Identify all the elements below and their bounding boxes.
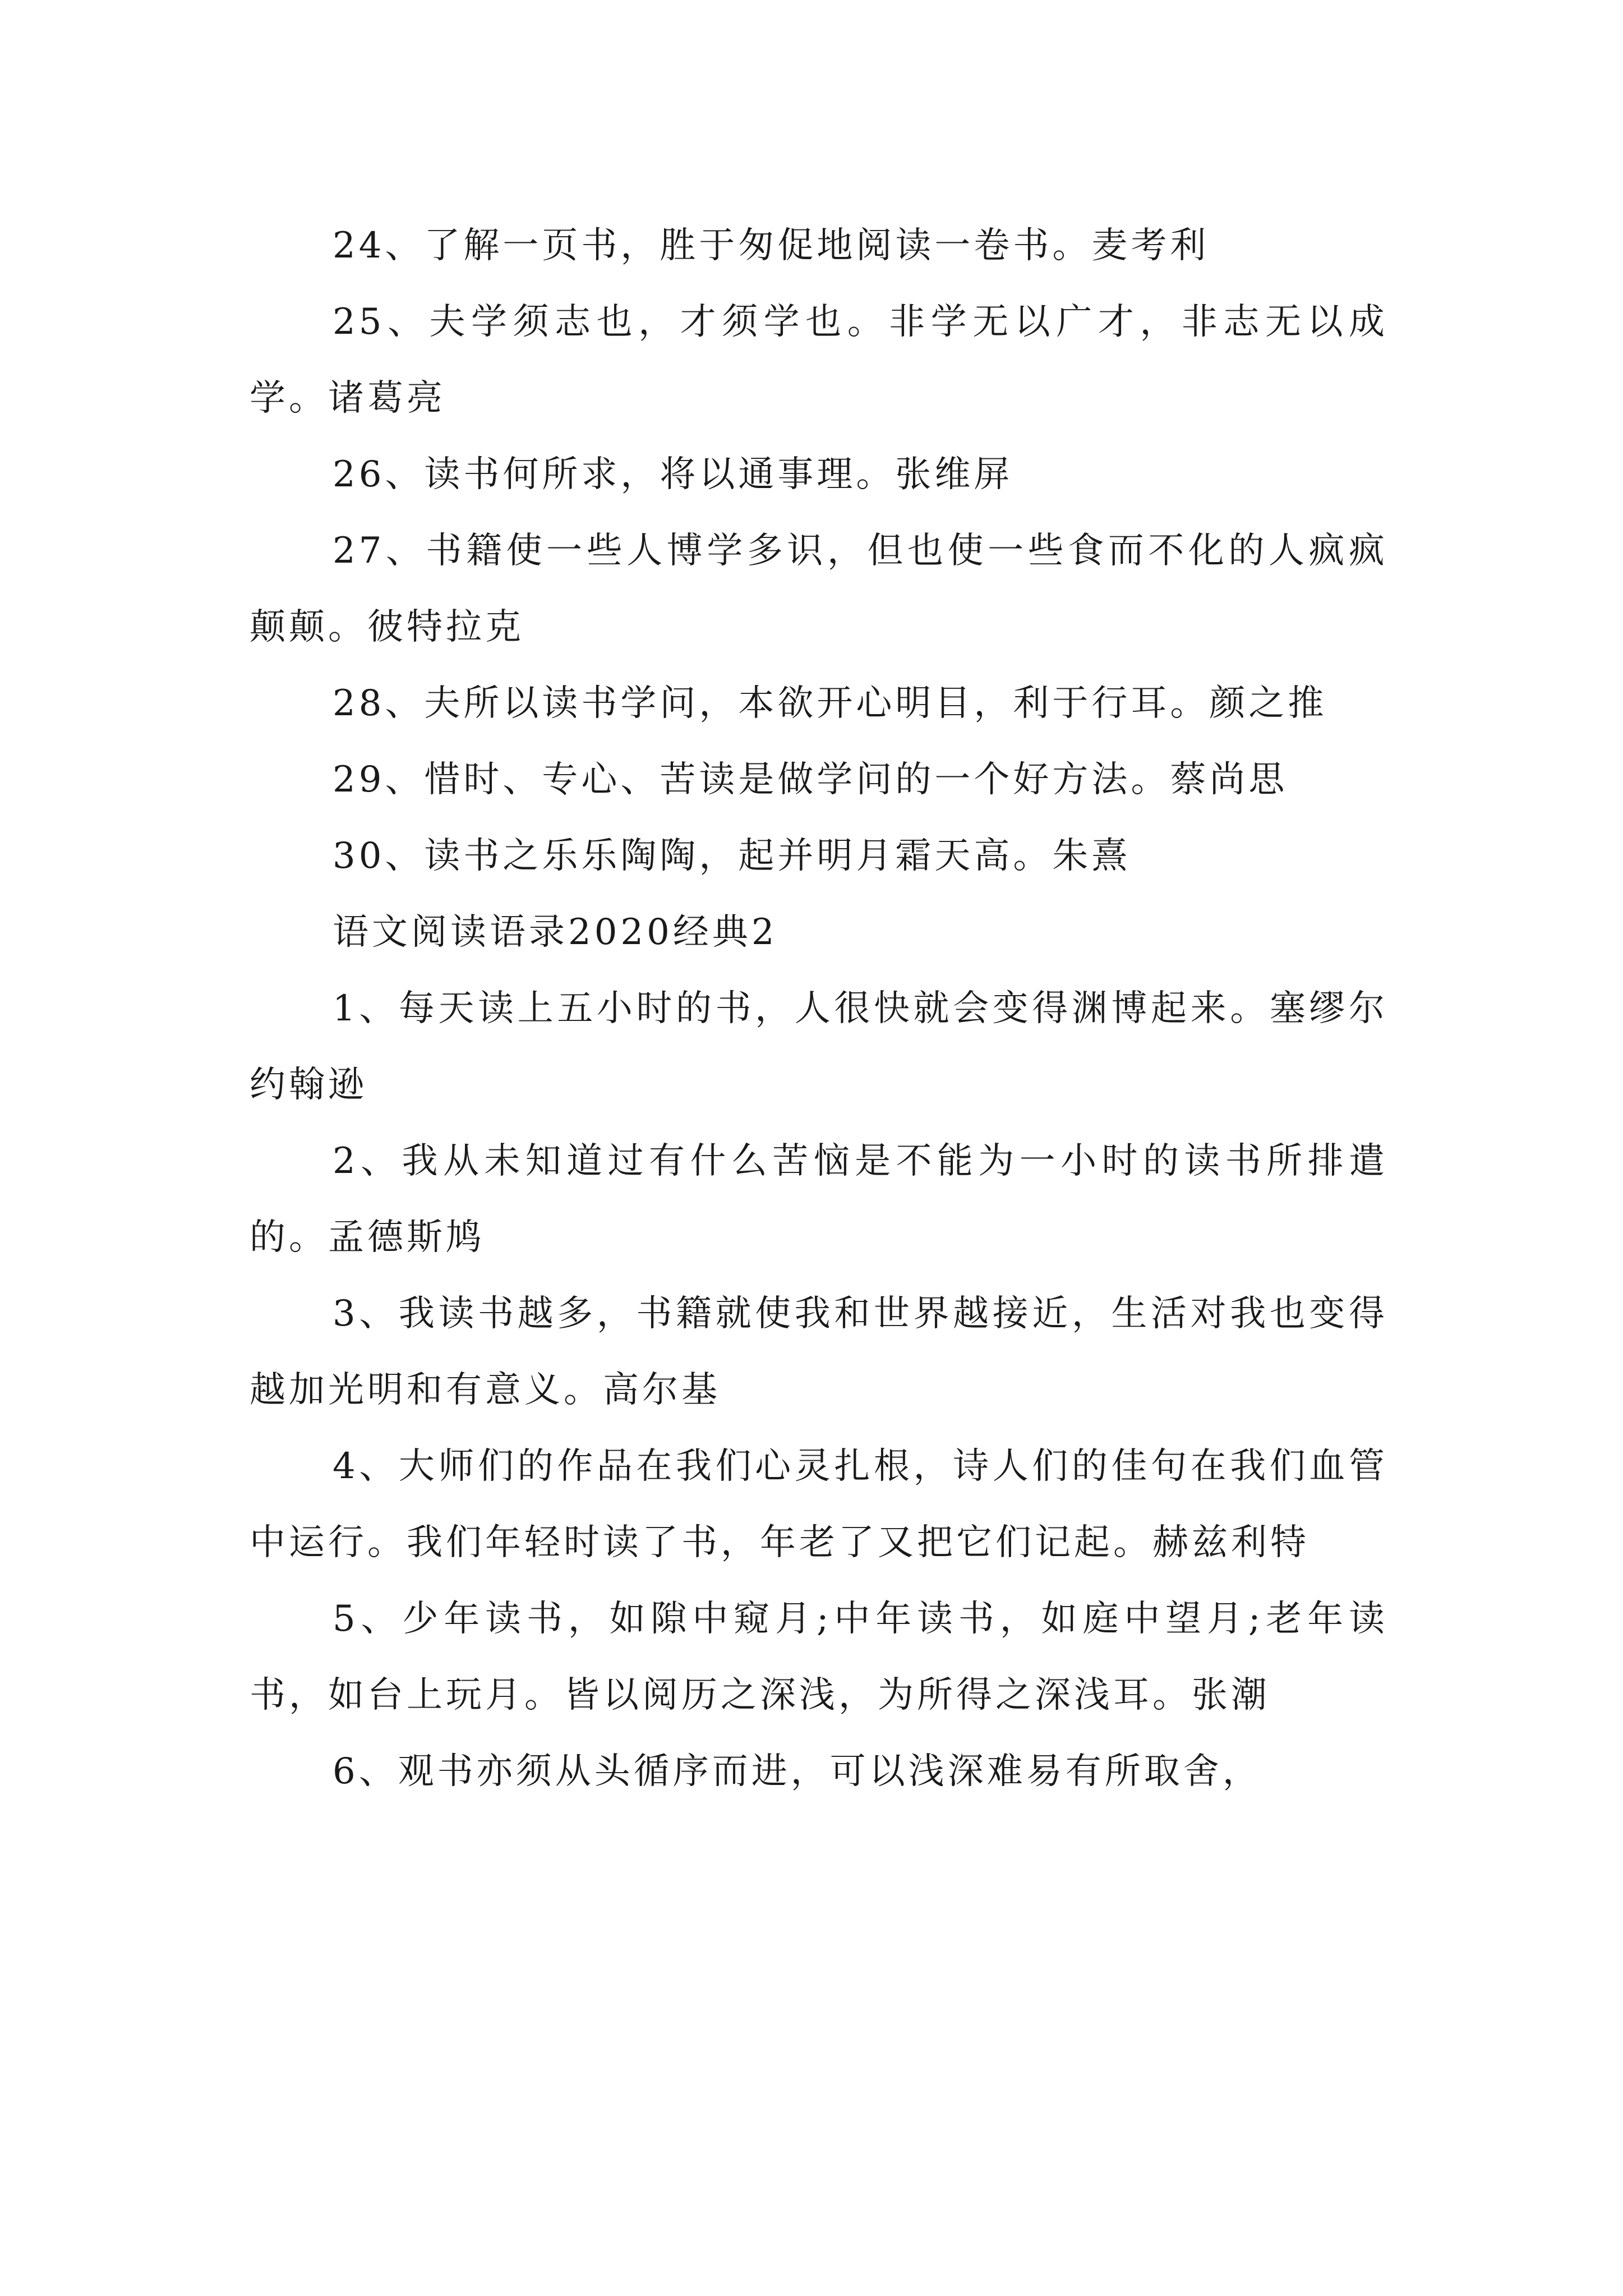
document-body [250,208,1388,1810]
quote-paragraph: 24、了解一页书，胜于匆促地阅读一卷书。麦考利 [333,225,1210,266]
quote-paragraph: 30、读书之乐乐陶陶，起并明月霜天高。朱熹 [333,835,1131,877]
quote-paragraph: 5、少年读书，如隙中窥月;中年读书，如庭中望月;老年读书，如台上玩月。皆以阅历之深浅，为所得之深浅耳。张潮 [250,1598,1388,1716]
quote-paragraph: 27、书籍使一些人博学多识，但也使一些食而不化的人疯疯颠颠。彼特拉克 [250,530,1388,648]
quote-paragraph: 26、读书何所求，将以通事理。张维屏 [333,454,1013,495]
quote-paragraph: 4、大师们的作品在我们心灵扎根，诗人们的佳句在我们血管中运行。我们年轻时读了书，年老了又把它们记起。赫兹利特 [250,1446,1388,1563]
quote-paragraph: 29、惜时、专心、苦读是做学问的一个好方法。蔡尚思 [333,759,1288,800]
section-heading: 语文阅读语录2020经典2 [333,912,778,953]
quote-paragraph: 25、夫学须志也，才须学也。非学无以广才，非志无以成学。诸葛亮 [250,301,1388,419]
quote-paragraph: 6、观书亦须从头循序而进，可以浅深难易有所取舍， [333,1751,1262,1792]
quote-paragraph: 2、我从未知道过有什么苦恼是不能为一小时的读书所排遣的。孟德斯鸠 [250,1140,1388,1258]
quote-paragraph: 1、每天读上五小时的书，人很快就会变得渊博起来。塞缪尔约翰逊 [250,988,1388,1106]
quote-paragraph: 3、我读书越多，书籍就使我和世界越接近，生活对我也变得越加光明和有意义。高尔基 [250,1293,1388,1411]
quote-paragraph: 28、夫所以读书学问，本欲开心明目，利于行耳。颜之推 [333,683,1327,724]
